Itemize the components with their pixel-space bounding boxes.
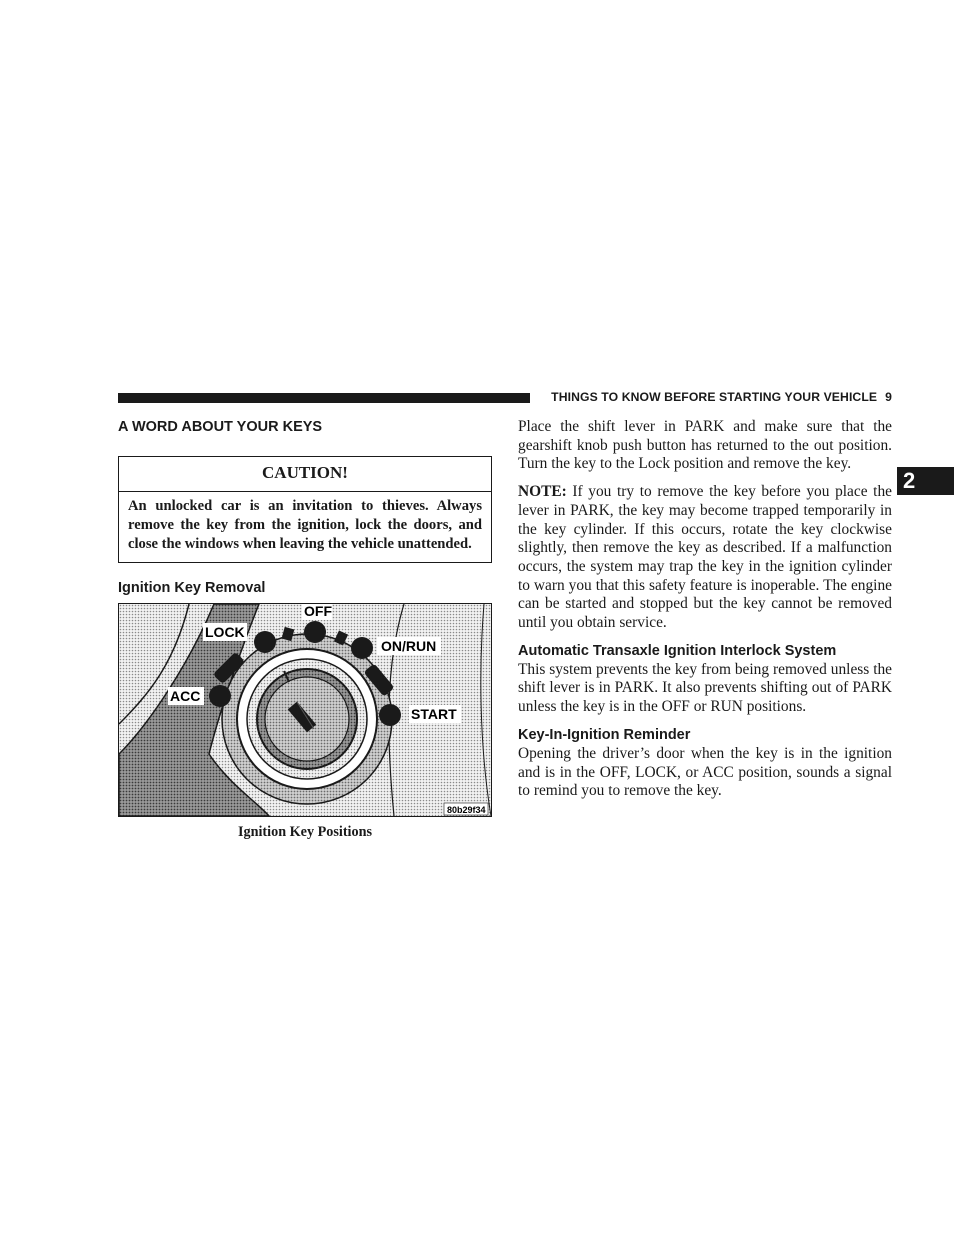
chapter-tab: 2	[897, 467, 954, 495]
subsection-title-reminder: Key-In-Ignition Reminder	[518, 726, 691, 743]
ignition-figure	[118, 603, 492, 817]
label-lock: LOCK	[205, 624, 245, 641]
running-head	[540, 390, 892, 404]
caution-body: An unlocked car is an invitation to thieves. Always remove the key from the ignition, lock the doors, and close the windows when leaving the vehicle unattended.	[128, 498, 482, 552]
header-rule	[118, 393, 530, 403]
note-label: NOTE:	[518, 483, 567, 501]
left-column	[118, 418, 492, 841]
running-head-title: THINGS TO KNOW BEFORE STARTING YOUR VEHICLE	[551, 390, 878, 404]
page-number: 9	[885, 390, 892, 404]
section-title: A WORD ABOUT YOUR KEYS	[118, 419, 323, 435]
right-column	[518, 418, 892, 801]
subsection-title-key-removal: Ignition Key Removal	[118, 580, 266, 597]
paragraph-park: Place the shift lever in PARK and make sure that the gearshift knob push button has returned to the out position. Turn the key to the Lock position and remove the key.	[518, 418, 892, 473]
label-off: OFF	[304, 604, 332, 620]
label-on-run: ON/RUN	[381, 638, 437, 655]
note-text: If you try to remove the key before you place the lever in PARK, the key may become trapped temporarily in the key cylinder. If this occurs, rotate the key clockwise slightly, then remove the key as described. If a malfunction occurs, the system may trap the key in the ignition cylinder to warn you that this safety feature is inoperable. The engine can be started and stopped but the key cannot be removed until you obtain service.	[518, 483, 892, 632]
figure-caption: Ignition Key Positions	[237, 824, 372, 841]
figure-code: 80b29f34	[447, 805, 486, 816]
caution-title: CAUTION!	[119, 457, 491, 492]
ignition-illustration	[119, 604, 491, 816]
label-start: START	[411, 706, 457, 723]
label-acc: ACC	[170, 688, 201, 705]
caution-box	[118, 456, 492, 563]
paragraph-interlock: This system prevents the key from being removed unless the shift lever is in PARK. It also prevents shifting out of PARK unless the key is in the OFF or RUN positions.	[518, 660, 892, 716]
subsection-title-interlock: Automatic Transaxle Ignition Interlock System	[518, 642, 837, 659]
paragraph-note	[518, 483, 892, 633]
paragraph-reminder: Opening the driver’s door when the key is in the ignition and is in the OFF, LOCK, or ACC position, sounds a signal to remind you to remove the key.	[518, 744, 892, 800]
